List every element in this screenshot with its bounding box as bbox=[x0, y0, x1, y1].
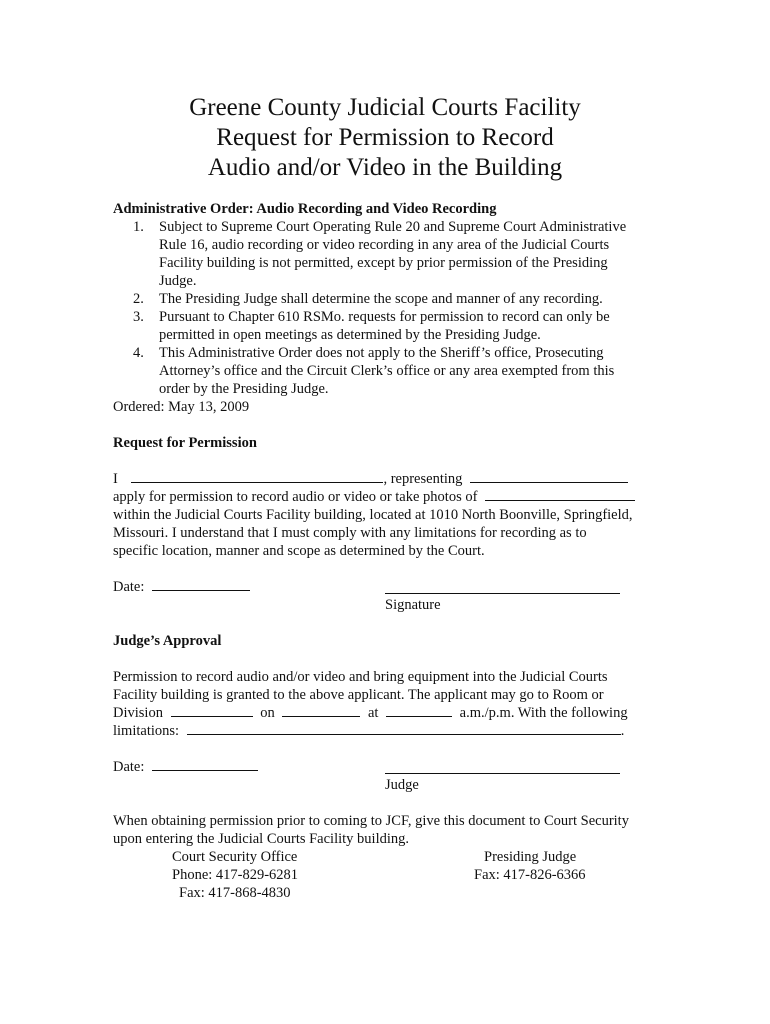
item-number: 3. bbox=[133, 309, 144, 325]
request-line-2 bbox=[113, 488, 673, 506]
contact-row-2 bbox=[113, 866, 673, 884]
contact-row-1 bbox=[113, 848, 673, 866]
item-number: 1. bbox=[133, 219, 144, 235]
applicant-name-field[interactable] bbox=[131, 470, 383, 483]
security-phone: Phone: 417-829-6281 bbox=[172, 867, 299, 883]
approval-line-4 bbox=[113, 722, 673, 740]
admin-order-heading: Administrative Order: Audio Recording and Video Recording bbox=[113, 201, 497, 217]
apply-text: apply for permission to record audio or video or take photos of bbox=[113, 489, 478, 505]
admin-order-item bbox=[113, 344, 673, 398]
item-number: 4. bbox=[133, 345, 144, 361]
contact-row-3 bbox=[113, 884, 673, 902]
approval-line-3 bbox=[113, 704, 673, 722]
representing-label: , representing bbox=[383, 471, 463, 487]
approval-date-label: Date: bbox=[113, 759, 145, 775]
request-line-5: specific location, manner and scope as determined by the Court. bbox=[113, 543, 485, 559]
document-body bbox=[113, 200, 673, 902]
footer-line-2: upon entering the Judicial Courts Facility building. bbox=[113, 831, 410, 847]
approval-date-judge-row bbox=[113, 758, 673, 776]
item-text-line: Subject to Supreme Court Operating Rule 20 and Supreme Court Administrative bbox=[159, 219, 627, 235]
item-text-line: Judge. bbox=[159, 273, 197, 289]
judge-date-field[interactable] bbox=[152, 758, 258, 771]
request-line-3: within the Judicial Courts Facility building, located at 1010 North Boonville, Springfield, bbox=[113, 507, 633, 523]
division-label: Division bbox=[113, 705, 163, 721]
on-label: on bbox=[260, 705, 275, 721]
item-text-line: The Presiding Judge shall determine the scope and manner of any recording. bbox=[159, 291, 603, 307]
limitations-end: . bbox=[620, 723, 625, 739]
limitations-label: limitations: bbox=[113, 723, 180, 739]
item-text-line: This Administrative Order does not apply to the Sheriff’s office, Prosecuting bbox=[159, 345, 604, 361]
limitations-field[interactable] bbox=[187, 722, 621, 735]
approval-line-2: Facility building is granted to the above applicant. The applicant may go to Room or bbox=[113, 687, 604, 703]
request-date-label: Date: bbox=[113, 579, 145, 595]
admin-order-item bbox=[113, 218, 673, 290]
ampm-text: a.m./p.m. With the following bbox=[459, 705, 628, 721]
admin-order-list bbox=[113, 218, 673, 398]
i-label: I bbox=[113, 471, 118, 487]
approval-date-field[interactable] bbox=[282, 704, 360, 717]
signature-field[interactable] bbox=[385, 581, 620, 594]
admin-order-item bbox=[113, 290, 673, 308]
item-text-line: Attorney’s office and the Circuit Clerk’s office or any area exempted from this bbox=[159, 363, 615, 379]
title-line-2: Request for Permission to Record bbox=[216, 124, 554, 151]
request-heading: Request for Permission bbox=[113, 435, 257, 451]
ordered-date: Ordered: May 13, 2009 bbox=[113, 399, 250, 415]
security-office-label: Court Security Office bbox=[172, 849, 298, 865]
signature-label: Signature bbox=[385, 597, 441, 613]
judge-label: Judge bbox=[385, 777, 419, 793]
admin-order-item bbox=[113, 308, 673, 344]
title-line-3: Audio and/or Video in the Building bbox=[207, 154, 563, 181]
approval-heading: Judge’s Approval bbox=[113, 633, 222, 649]
photo-subject-field[interactable] bbox=[485, 488, 635, 501]
footer-line-1: When obtaining permission prior to coming to JCF, give this document to Court Security bbox=[113, 813, 629, 829]
item-text-line: permitted in open meetings as determined by the Presiding Judge. bbox=[159, 327, 541, 343]
item-text-line: order by the Presiding Judge. bbox=[159, 381, 329, 397]
judge-signature-field[interactable] bbox=[385, 761, 620, 774]
judge-fax: Fax: 417-826-6366 bbox=[474, 867, 586, 883]
signature-label-row bbox=[113, 596, 673, 614]
approval-line-1: Permission to record audio and/or video and bring equipment into the Judicial Courts bbox=[113, 669, 608, 685]
item-text-line: Facility building is not permitted, except by prior permission of the Presiding bbox=[159, 255, 608, 271]
request-date-field[interactable] bbox=[152, 578, 250, 591]
request-line-1 bbox=[113, 470, 673, 488]
item-text-line: Pursuant to Chapter 610 RSMo. requests for permission to record can only be bbox=[159, 309, 610, 325]
at-label: at bbox=[367, 705, 379, 721]
time-field[interactable] bbox=[386, 704, 452, 717]
security-fax: Fax: 417-868-4830 bbox=[179, 885, 291, 901]
document-title bbox=[0, 93, 770, 183]
request-date-signature-row bbox=[113, 578, 673, 596]
request-line-4: Missouri. I understand that I must comply with any limitations for recording as to bbox=[113, 525, 587, 541]
division-field[interactable] bbox=[171, 704, 253, 717]
item-number: 2. bbox=[133, 291, 144, 307]
judge-label-row bbox=[113, 776, 673, 794]
representing-field[interactable] bbox=[470, 470, 628, 483]
item-text-line: Rule 16, audio recording or video recording in any area of the Judicial Courts bbox=[159, 237, 610, 253]
title-line-1: Greene County Judicial Courts Facility bbox=[189, 94, 581, 121]
presiding-judge-label: Presiding Judge bbox=[484, 849, 577, 865]
